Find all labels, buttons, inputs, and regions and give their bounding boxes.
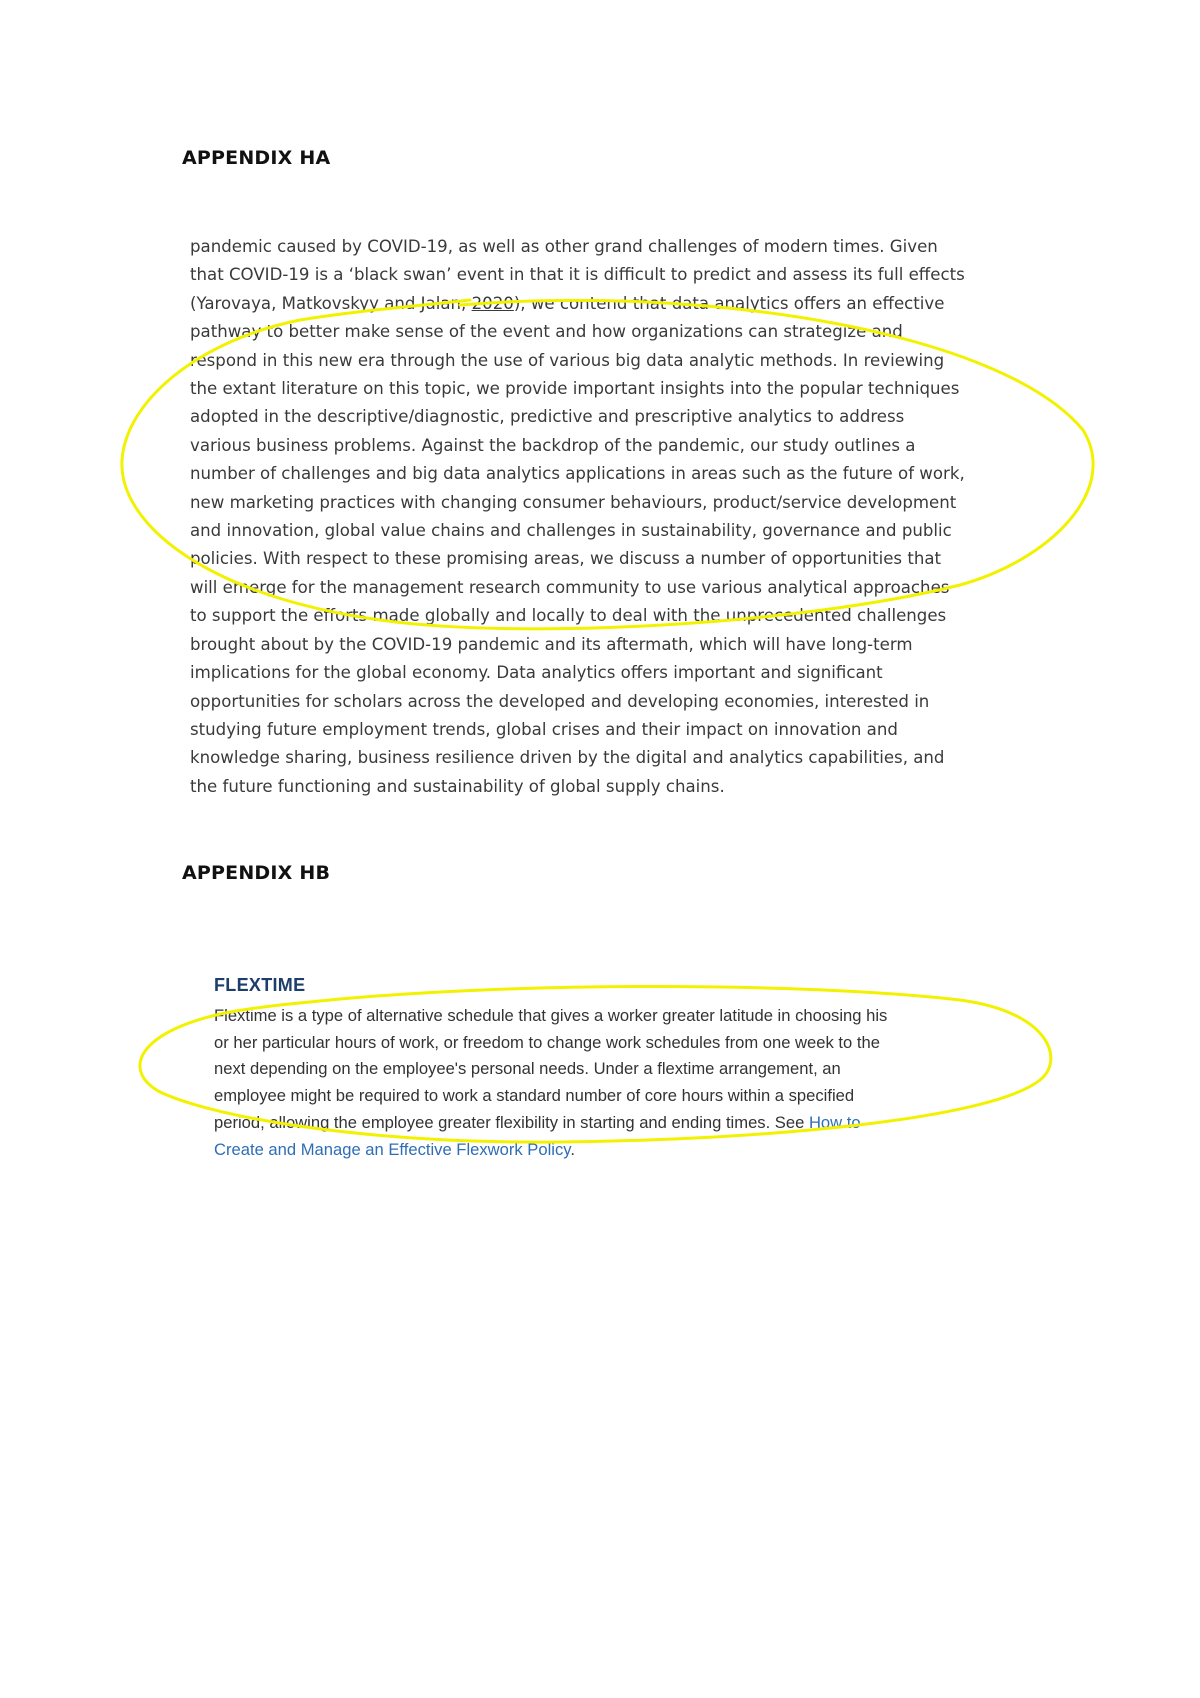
citation-prefix: (Yarovaya, Matkovskyy and Jalan, bbox=[190, 293, 472, 313]
citation-year-link[interactable]: 2020 bbox=[471, 293, 514, 313]
text-line: various business problems. Against the backdrop of the pandemic, our study outlines a bbox=[190, 435, 916, 455]
appendix-hb-excerpt bbox=[214, 975, 1034, 1163]
text-line: or her particular hours of work, or freedom to change work schedules from one week to the bbox=[214, 1032, 880, 1052]
text-line: Flextime is a type of alternative schedule that gives a worker greater latitude in choosing his bbox=[214, 1006, 888, 1025]
text-line: policies. With respect to these promising areas, we discuss a number of opportunities that bbox=[190, 549, 942, 569]
text-line: new marketing practices with changing consumer behaviours, product/service development bbox=[190, 492, 957, 512]
text-line: to support the efforts made globally and locally to deal with the unprecedented challenges bbox=[190, 606, 947, 626]
text-line: number of challenges and big data analytics applications in areas such as the future of work, bbox=[190, 464, 965, 484]
text-line: respond in this new era through the use of various big data analytic methods. In reviewing bbox=[190, 350, 945, 370]
appendix-hb-heading: APPENDIX HB bbox=[182, 862, 331, 884]
text-line: opportunities for scholars across the developed and developing economies, interested in bbox=[190, 691, 930, 711]
text-line: and innovation, global value chains and challenges in sustainability, governance and public bbox=[190, 521, 952, 541]
appendix-ha-excerpt bbox=[190, 233, 1010, 801]
flextime-subheading: FLEXTIME bbox=[214, 975, 306, 995]
text-line: employee might be required to work a standard number of core hours within a specified bbox=[214, 1086, 855, 1106]
citation-suffix: ), we contend that data analytics offers an effective bbox=[513, 293, 945, 313]
text-line-with-link bbox=[214, 1110, 1034, 1137]
text-line: the future functioning and sustainability of global supply chains. bbox=[190, 776, 725, 796]
text-line: implications for the global economy. Data analytics offers important and significant bbox=[190, 663, 883, 683]
text-line: pathway to better make sense of the event and how organizations can strategize and bbox=[190, 322, 903, 342]
text-line: that COVID-19 is a ‘black swan’ event in that it is difficult to predict and assess its full effects bbox=[190, 265, 965, 285]
text-segment: . bbox=[570, 1139, 575, 1159]
text-line: next depending on the employee's personal needs. Under a flextime arrangement, an bbox=[214, 1059, 841, 1079]
text-line: the extant literature on this topic, we provide important insights into the popular techniques bbox=[190, 379, 960, 399]
text-line: pandemic caused by COVID-19, as well as other grand challenges of modern times. Given bbox=[190, 237, 938, 256]
flexwork-policy-link-start[interactable]: How to bbox=[808, 1112, 861, 1132]
flexwork-policy-link[interactable]: Create and Manage an Effective Flexwork Policy bbox=[214, 1139, 571, 1159]
text-line-citation bbox=[190, 290, 1010, 318]
text-segment: period, allowing the employee greater flexibility in starting and ending times. See bbox=[214, 1112, 809, 1132]
appendix-ha-heading: APPENDIX HA bbox=[182, 147, 331, 169]
text-line: adopted in the descriptive/diagnostic, predictive and prescriptive analytics to address bbox=[190, 407, 905, 427]
text-line: knowledge sharing, business resilience driven by the digital and analytics capabilities, and bbox=[190, 748, 945, 768]
text-line: will emerge for the management research community to use various analytical approaches bbox=[190, 577, 950, 597]
text-line-with-link bbox=[214, 1137, 1034, 1164]
text-line: brought about by the COVID-19 pandemic and its aftermath, which will have long-term bbox=[190, 634, 913, 654]
text-line: studying future employment trends, global crises and their impact on innovation and bbox=[190, 719, 898, 739]
